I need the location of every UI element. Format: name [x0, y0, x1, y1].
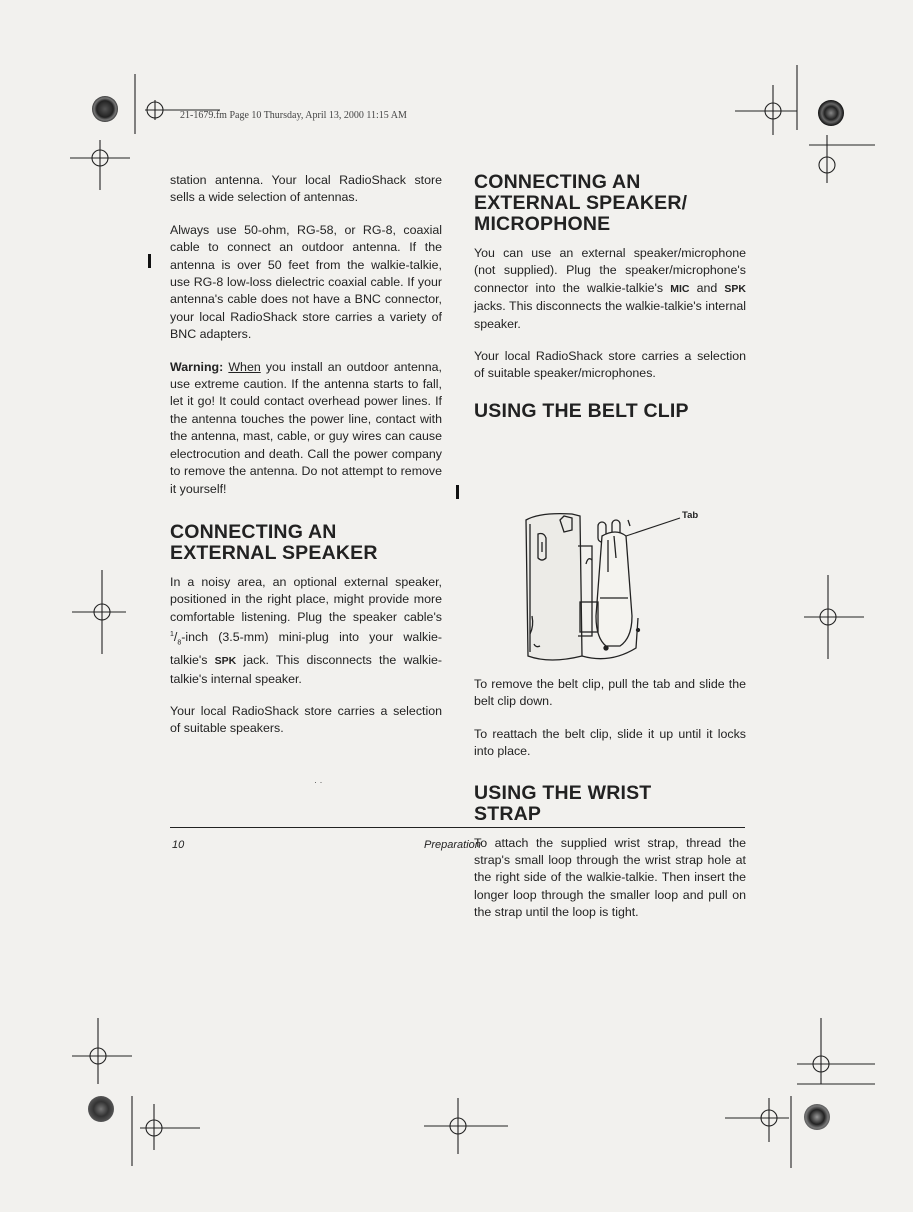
heading-line: USING THE WRIST: [474, 781, 652, 804]
scan-speck: · ·: [314, 777, 323, 787]
color-target-icon: [88, 1096, 114, 1122]
heading-wrist-strap: [474, 783, 746, 825]
heading-line: EXTERNAL SPEAKER: [170, 541, 378, 564]
heading-external-speaker-mic: [474, 172, 746, 235]
belt-clip-illustration: [520, 506, 752, 666]
paragraph-wrist-strap: To attach the supplied wrist strap, thread the strap's small loop through the wrist strap hole at the right side of the walkie-talkie. Then insert the longer loop through the smaller loop and pull on the strap until the loop is tight.: [474, 835, 746, 920]
heading-line: CONNECTING AN: [170, 520, 337, 543]
text-run: jacks. This disconnects the walkie-talkie's internal speaker.: [474, 299, 746, 331]
warning-when: When: [228, 359, 261, 374]
paragraph-speaker-mic: [474, 245, 746, 333]
bottom-center-mark-icon: [424, 1098, 514, 1158]
warning-label: Warning:: [170, 359, 224, 374]
heading-line: STRAP: [474, 802, 542, 825]
paragraph-speaker-store: Your local RadioShack store carries a selection of suitable speakers.: [170, 703, 442, 736]
right-column-lower: [474, 676, 746, 937]
spk-jack-label: SPK: [214, 655, 237, 668]
right-column: [474, 172, 746, 432]
heading-line: EXTERNAL SPEAKER/: [474, 192, 688, 214]
spk-jack-label: SPK: [724, 282, 746, 295]
warning-text: you install an outdoor antenna, use extreme caution. If the antenna starts to fall, let it go! It could contact overhead power lines. If the antenna touches the power line, contact with the antenna, mast, cable, or guy wires can cause electrocution and death. Call the power company to remove the antenna. Do not attempt to remove it yourself!: [170, 359, 442, 496]
section-name: Preparation: [424, 839, 481, 851]
text-run: and: [689, 280, 725, 295]
heading-belt-clip: USING THE BELT CLIP: [474, 399, 689, 422]
paragraph-reattach-clip: To reattach the belt clip, slide it up until it locks into place.: [474, 726, 746, 759]
heading-line: MICROPHONE: [474, 213, 611, 235]
registration-mark-icon: [735, 65, 885, 185]
left-column: [170, 172, 442, 753]
registration-mark-icon: [72, 1018, 222, 1168]
paragraph-remove-clip: To remove the belt clip, pull the tab and slide the belt clip down.: [474, 677, 746, 709]
color-target-icon: [92, 96, 118, 122]
heading-external-speaker: [170, 522, 442, 564]
text-run: -inch (3.5-mm) mini-plug into your walkie-talkie's: [170, 630, 442, 668]
registration-mark-icon: [725, 1018, 885, 1168]
fraction-numerator: 1: [170, 631, 174, 639]
paragraph-warning: [170, 359, 442, 498]
paragraph-coaxial-cable: Always use 50-ohm, RG-58, or RG-8, coaxial cable to connect an outdoor antenna. If the antenna is over 50 feet from the walkie-talkie, use RG-8 low-loss dielectric coaxial cable. If your antenna's cable does not have a BNC connector, your local RadioShack store carries a variety of BNC adapters.: [170, 222, 442, 342]
crop-mark-icon: [70, 140, 150, 200]
print-slug: 21-1679.fm Page 10 Thursday, April 13, 2000 11:15 AM: [180, 110, 407, 121]
heading-line: CONNECTING AN: [474, 171, 641, 193]
text-run: You can use an external speaker/microphone (not supplied). Plug the speaker/microphone's connector into the walkie-talkie's: [474, 246, 746, 295]
color-target-icon: [804, 1104, 830, 1130]
figure-label-tab: Tab: [682, 510, 699, 521]
text-run: jack. This disconnects the walkie-talkie's internal speaker.: [170, 653, 442, 686]
paragraph-antenna-intro: station antenna. Your local RadioShack store sells a wide selection of antennas.: [170, 173, 442, 205]
side-registration-mark-icon: [800, 575, 870, 665]
text-run: In a noisy area, an optional external speaker, positioned in the right place, might provide more comfortable listening. Plug the speaker cable's: [170, 574, 442, 624]
paragraph-external-speaker: In a noisy area, an optional external speaker, positioned in the right place, might provide more comfortable listening. Plug the speaker cable's $^1/_8$-inch (3.5-mm) mini-plug into your walkie-talkie's SPK jack. This disconnects the walkie-talkie's internal speaker.: [170, 574, 442, 686]
footer-rule: [170, 827, 745, 828]
page-number: 10: [172, 839, 185, 851]
belt-clip-drawing: [520, 506, 752, 666]
change-bar: [148, 254, 151, 268]
mic-jack-label: MIC: [670, 282, 690, 295]
fraction-denominator: 8: [177, 639, 182, 647]
color-target-icon: [818, 100, 844, 126]
paragraph-mic-store: Your local RadioShack store carries a selection of suitable speaker/microphones.: [474, 349, 746, 381]
side-registration-mark-icon: [72, 570, 132, 660]
change-bar: [456, 485, 459, 499]
